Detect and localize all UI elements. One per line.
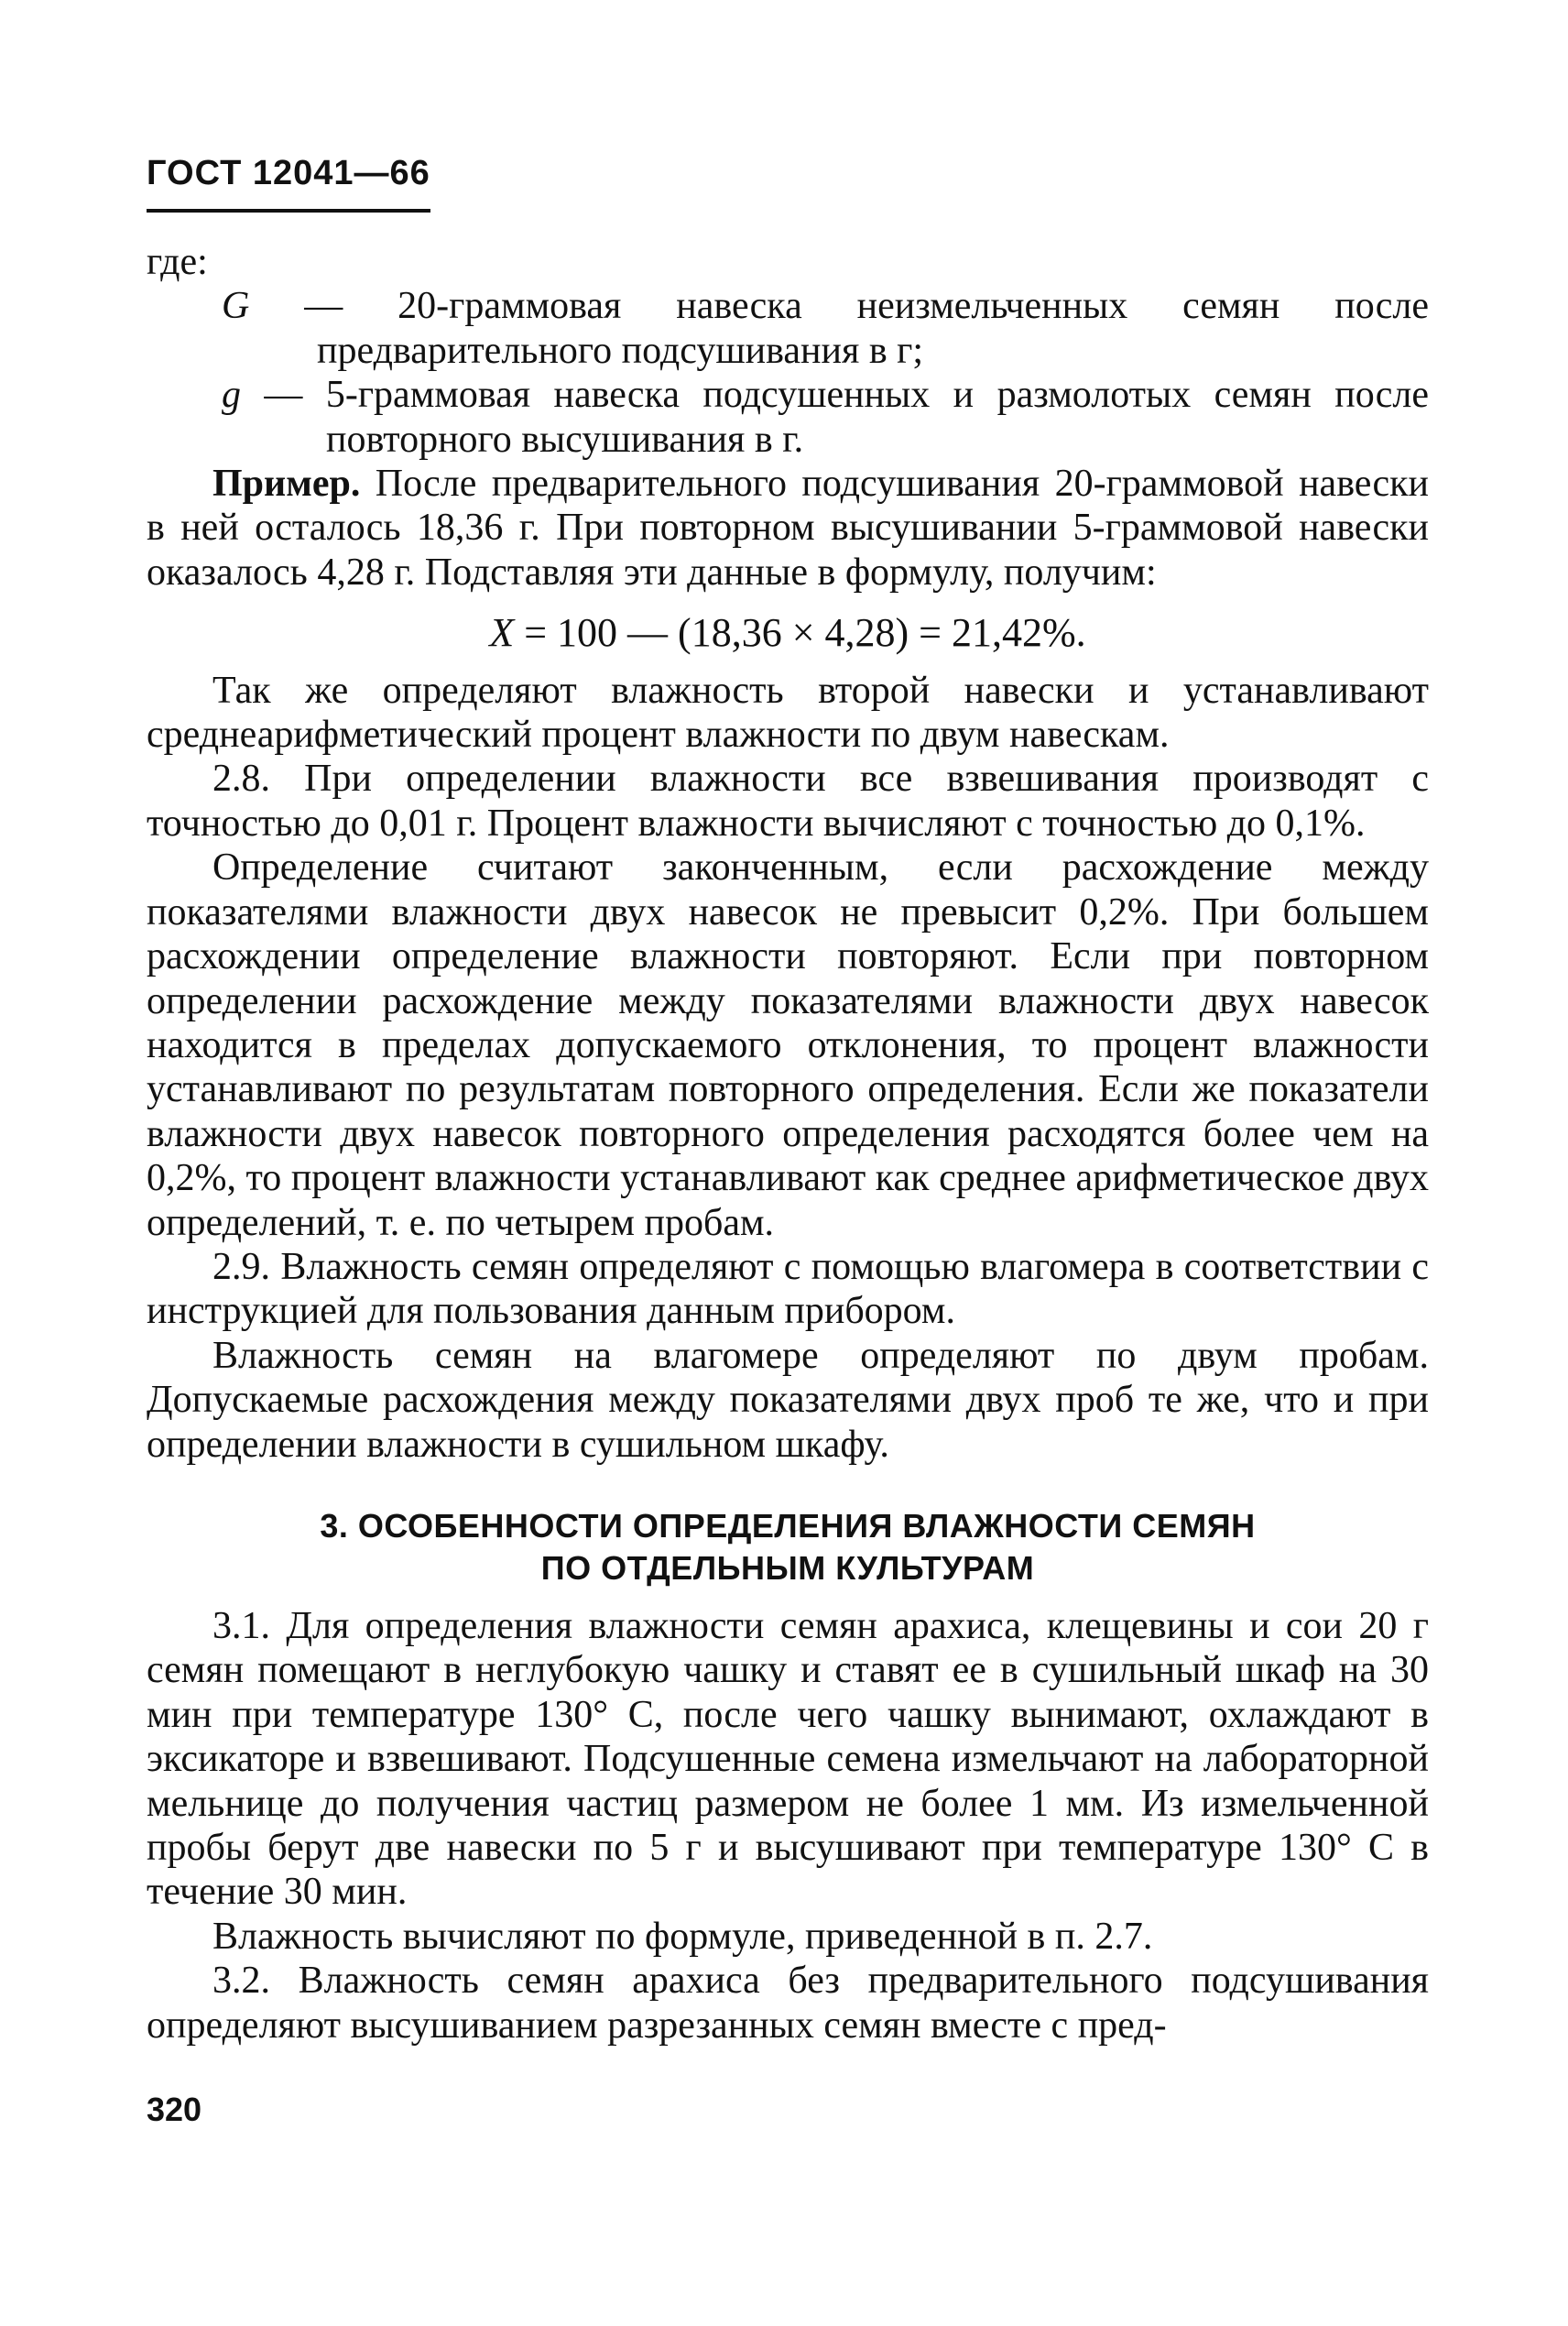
example-label: Пример. [212, 463, 361, 506]
formula-symbol: X [489, 610, 515, 656]
header-underline [147, 209, 430, 213]
standard-header: ГОСТ 12041—66 [147, 154, 430, 192]
paragraph-formula-reference: Влажность вычисляют по формуле, приведенной в п. 2.7. [212, 1915, 1153, 1958]
formula [147, 611, 1429, 655]
page-number: 320 [147, 2091, 202, 2128]
example-text: После предварительного подсушивания 20-граммовой навески в ней осталось 18,36 г. При повторном высушивании 5-граммовой навески оказалось 4,28 г. Подставляя эти данные в формулу, получим: [147, 463, 1429, 594]
paragraph-completion: Определение считают законченным, если расхождение между показателями влажности двух навесок не превысит 0,2%. При большем расхождении определение влажности повторяют. Если при повторном определении расхождение между показателями влажности двух навесок находится в пределах допускаемого отклонения, то процент влажности устанавливают по результатам повторного определения. Если же показатели влажности двух навесок повторного определения расходятся более чем на 0,2%, то процент влажности устанавливают как среднее арифметическое двух определений, т. е. по четырем пробам. [147, 846, 1429, 1244]
definition-G-text: — 20-граммовая навеска неизмельченных семян после предварительного подсушивания в г; [249, 285, 1429, 372]
document-body [147, 240, 1429, 2048]
symbol-G: G [222, 285, 250, 328]
definition-g-text: — 5-граммовая навеска подсушенных и размолотых семян после повторного высушивания в г. [241, 374, 1429, 461]
example-paragraph [147, 462, 1429, 595]
paragraph-3-2: 3.2. Влажность семян арахиса без предварительного подсушивания определяют высушиванием разрезанных семян вместе с пред- [147, 1960, 1429, 2047]
definitions-intro: где: [147, 241, 208, 283]
paragraph-2-9: 2.9. Влажность семян определяют с помощью влагомера в соответствии с инструкцией для пользования данным прибором. [147, 1245, 1429, 1333]
definition-G [147, 284, 1429, 373]
symbol-g: g [222, 374, 241, 417]
section-3-title [147, 1505, 1429, 1589]
formula-text: = 100 — (18,36 × 4,28) = 21,42%. [514, 610, 1086, 656]
section-3-title-line2: ПО ОТДЕЛЬНЫМ КУЛЬТУРАМ [540, 1548, 1035, 1587]
paragraph-2-8: 2.8. При определении влажности все взвешивания производят с точностью до 0,01 г. Процент влажности вычисляют с точностью до 0,1%. [147, 758, 1429, 845]
section-3-title-line1: 3. ОСОБЕННОСТИ ОПРЕДЕЛЕНИЯ ВЛАЖНОСТИ СЕМЯН [320, 1506, 1256, 1545]
definition-g [147, 373, 1429, 462]
paragraph-3-1: 3.1. Для определения влажности семян арахиса, клещевины и сои 20 г семян помещают в неглубокую чашку и ставят ее в сушильный шкаф на 30 мин при температуре 130° С, после чего чашку вынимают, охлаждают в эксикаторе и взвешивают. Подсушенные семена измельчают на лабораторной мельнице до получения частиц размером не более 1 мм. Из измельченной пробы берут две навески по 5 г и высушивают при температуре 130° С в течение 30 мин. [147, 1604, 1429, 1914]
paragraph-moisture-meter: Влажность семян на влагомере определяют по двум пробам. Допускаемые расхождения между показателями двух проб те же, что и при определении влажности в сушильном шкафу. [147, 1334, 1429, 1466]
paragraph-second-sample: Так же определяют влажность второй навески и устанавливают среднеарифметический процент влажности по двум навескам. [147, 669, 1429, 757]
